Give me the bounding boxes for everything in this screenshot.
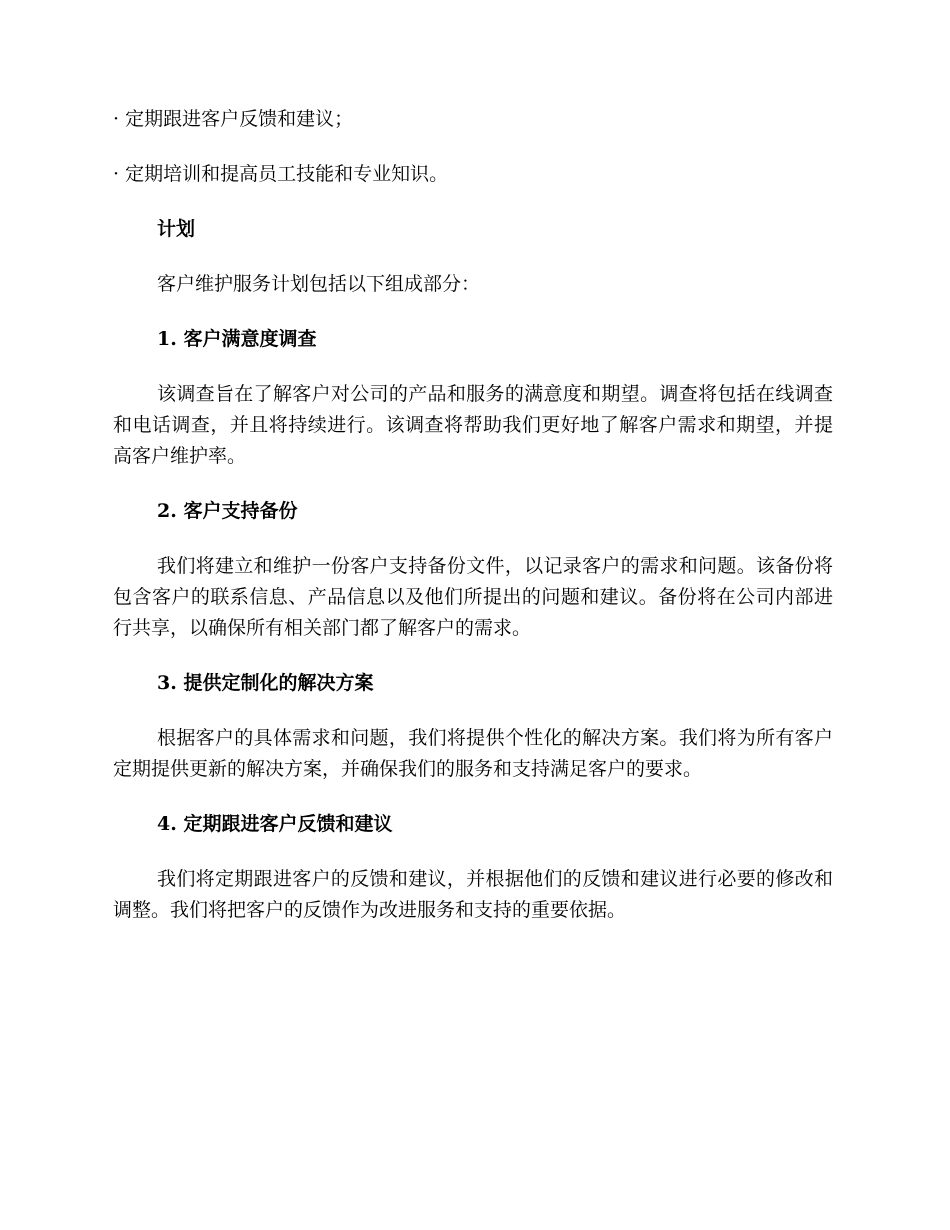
section-body: 我们将建立和维护一份客户支持备份文件，以记录客户的需求和问题。该备份将包含客户的联系信息、产品信息以及他们所提出的问题和建议。备份将在公司内部进行共享，以确保所有相关部门都了解客户的需求。 <box>113 555 833 639</box>
section-body: 该调查旨在了解客户对公司的产品和服务的满意度和期望。调查将包括在线调查和电话调查，并且将持续进行。该调查将帮助我们更好地了解客户需求和期望，并提高客户维护率。 <box>113 383 833 467</box>
section-body: 根据客户的具体需求和问题，我们将提供个性化的解决方案。我们将为所有客户定期提供更新的解决方案，并确保我们的服务和支持满足客户的要求。 <box>113 727 833 780</box>
section-heading: 2. 客户支持备份 <box>157 500 298 522</box>
section-heading: 4. 定期跟进客户反馈和建议 <box>157 813 393 835</box>
document-page <box>113 104 833 950</box>
bullet-item: · 定期培训和提高员工技能和专业知识。 <box>113 163 449 185</box>
section-heading: 1. 客户满意度调查 <box>157 328 317 350</box>
plan-heading: 计划 <box>157 218 196 240</box>
bullet-item: · 定期跟进客户反馈和建议； <box>113 108 354 130</box>
section-body: 我们将定期跟进客户的反馈和建议，并根据他们的反馈和建议进行必要的修改和调整。我们将把客户的反馈作为改进服务和支持的重要依据。 <box>113 868 833 921</box>
section-heading: 3. 提供定制化的解决方案 <box>157 672 374 694</box>
plan-intro: 客户维护服务计划包括以下组成部分： <box>157 273 481 295</box>
